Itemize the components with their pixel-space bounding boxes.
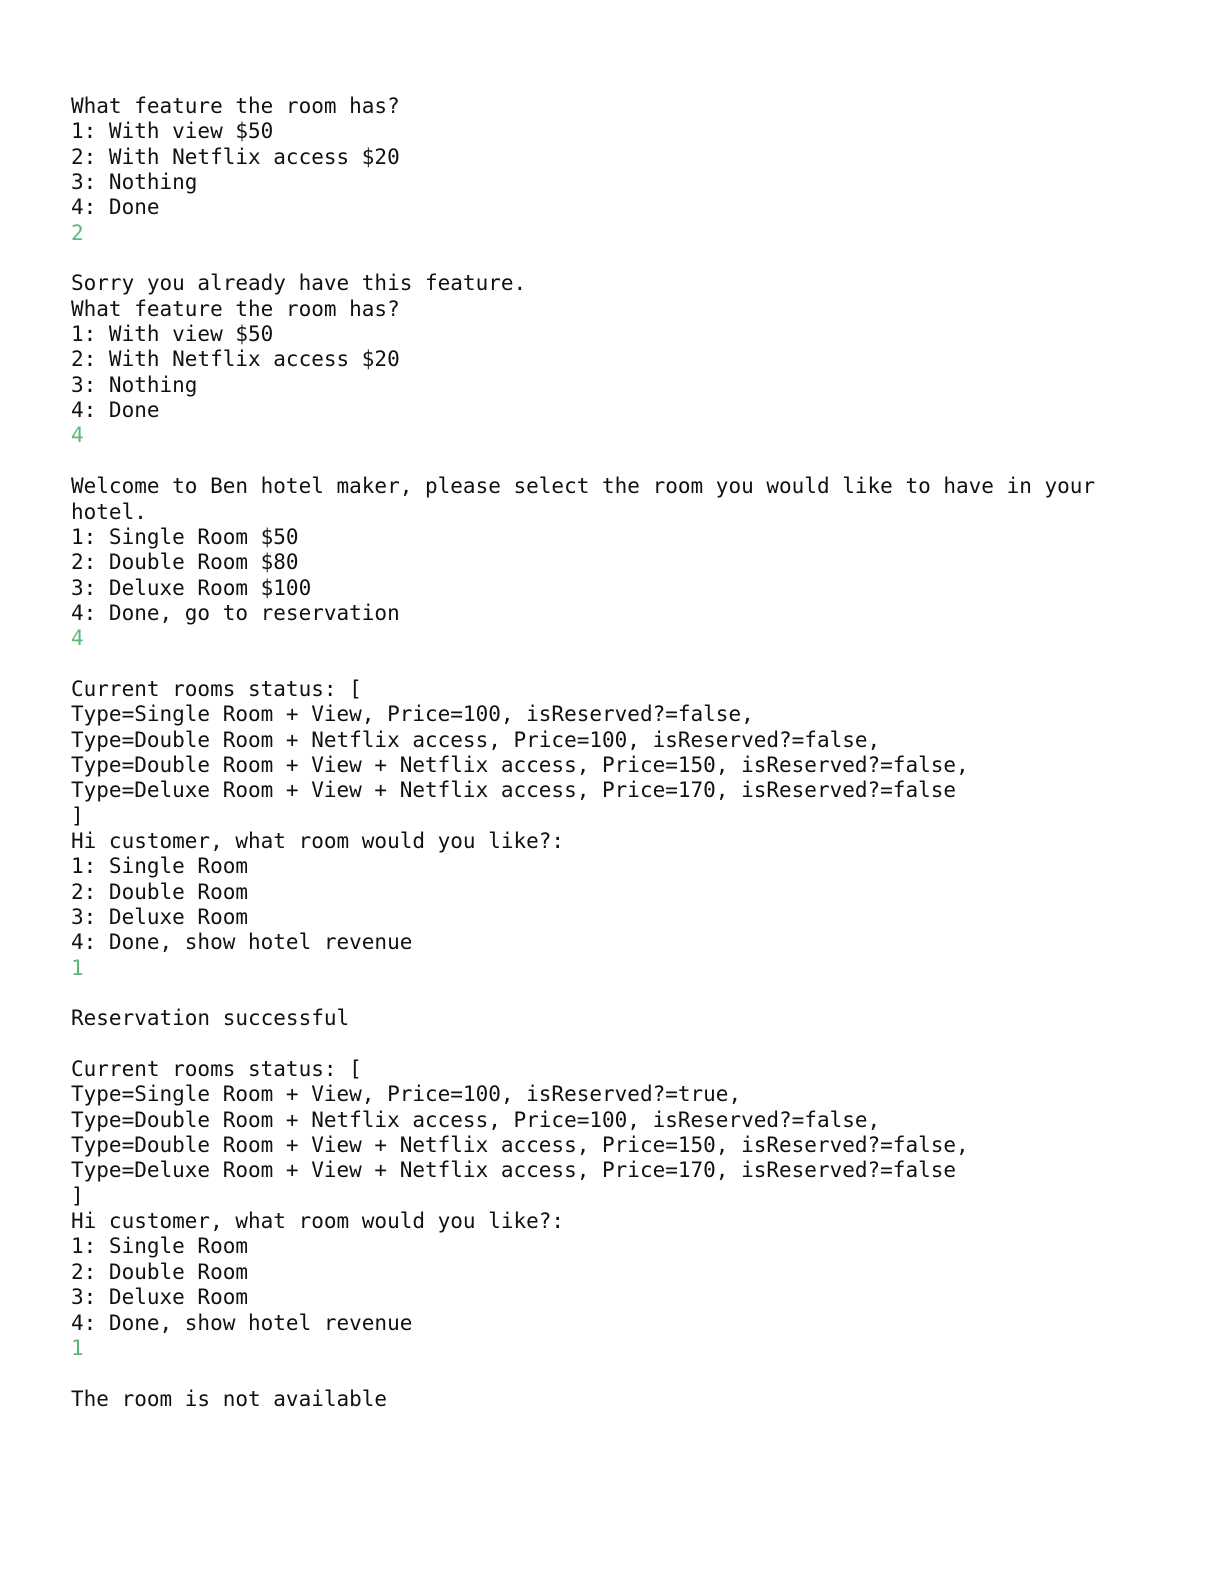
- console-blank-line: [71, 981, 1161, 1006]
- console-output-line: The room is not available: [71, 1386, 388, 1411]
- console-output-line: ]: [71, 803, 84, 828]
- console-output-line: 4: Done, go to reservation: [71, 600, 400, 625]
- console-output-line: Hi customer, what room would you like?:: [71, 828, 565, 853]
- console-blank-line: [71, 1361, 1161, 1386]
- console-blank-line: [71, 652, 1161, 677]
- console-output-line: Type=Double Room + Netflix access, Price=100, isReserved?=false,: [71, 1107, 881, 1132]
- console-user-input: 4: [71, 626, 84, 651]
- console-output-line: 1: Single Room: [71, 854, 249, 879]
- console-output-line: 3: Nothing: [71, 372, 198, 397]
- console-user-input: 1: [71, 1335, 84, 1360]
- console-output-line: ]: [71, 1183, 84, 1208]
- console-output-line: Type=Deluxe Room + View + Netflix access, Price=170, isReserved?=false: [71, 1158, 957, 1183]
- console-output-line: 2: Double Room $80: [71, 550, 299, 575]
- console-output-line: Type=Deluxe Room + View + Netflix access, Price=170, isReserved?=false: [71, 778, 957, 803]
- console-user-input: 2: [71, 220, 84, 245]
- console-output-line: What feature the room has?: [71, 296, 400, 321]
- console-output-line: 1: Single Room: [71, 1234, 249, 1259]
- console-blank-line: [71, 1032, 1161, 1057]
- console-output-line: Type=Single Room + View, Price=100, isReserved?=true,: [71, 1082, 742, 1107]
- console-output-line: Current rooms status: [: [71, 1057, 362, 1082]
- console-output-line: Type=Double Room + Netflix access, Price=100, isReserved?=false,: [71, 727, 881, 752]
- console-output-line: What feature the room has?: [71, 94, 400, 118]
- console-output-line: Current rooms status: [: [71, 676, 362, 701]
- console-output-line: Type=Single Room + View, Price=100, isReserved?=false,: [71, 702, 754, 727]
- console-output-line: Hi customer, what room would you like?:: [71, 1209, 565, 1234]
- console-output-line: 4: Done: [71, 195, 160, 220]
- console-output-line: 1: With view $50: [71, 119, 274, 144]
- console-output-line: 4: Done: [71, 398, 160, 423]
- console-output-line: 2: Double Room: [71, 879, 249, 904]
- console-output-line: Welcome to Ben hotel maker, please select the room you would like to have in your hotel.: [71, 474, 1096, 524]
- console-output: [71, 94, 1161, 1412]
- console-output-line: 4: Done, show hotel revenue: [71, 930, 413, 955]
- console-output-line: 2: With Netflix access $20: [71, 347, 400, 372]
- console-output-line: 3: Deluxe Room $100: [71, 575, 312, 600]
- console-blank-line: [71, 246, 1161, 271]
- console-output-line: Type=Double Room + View + Netflix access, Price=150, isReserved?=false,: [71, 1133, 969, 1158]
- console-output-line: 1: With view $50: [71, 322, 274, 347]
- console-user-input: 4: [71, 423, 84, 448]
- console-output-line: 3: Deluxe Room: [71, 1285, 249, 1310]
- console-blank-line: [71, 449, 1161, 474]
- console-output-line: Sorry you already have this feature.: [71, 271, 527, 296]
- console-output-line: 2: Double Room: [71, 1259, 249, 1284]
- console-output-line: 2: With Netflix access $20: [71, 144, 400, 169]
- console-output-line: 1: Single Room $50: [71, 524, 299, 549]
- console-output-line: Reservation successful: [71, 1006, 350, 1031]
- console-output-line: 3: Deluxe Room: [71, 905, 249, 929]
- console-output-line: 4: Done, show hotel revenue: [71, 1310, 413, 1335]
- console-output-line: Type=Double Room + View + Netflix access, Price=150, isReserved?=false,: [71, 752, 969, 777]
- console-output-line: 3: Nothing: [71, 170, 198, 195]
- console-user-input: 1: [71, 955, 84, 980]
